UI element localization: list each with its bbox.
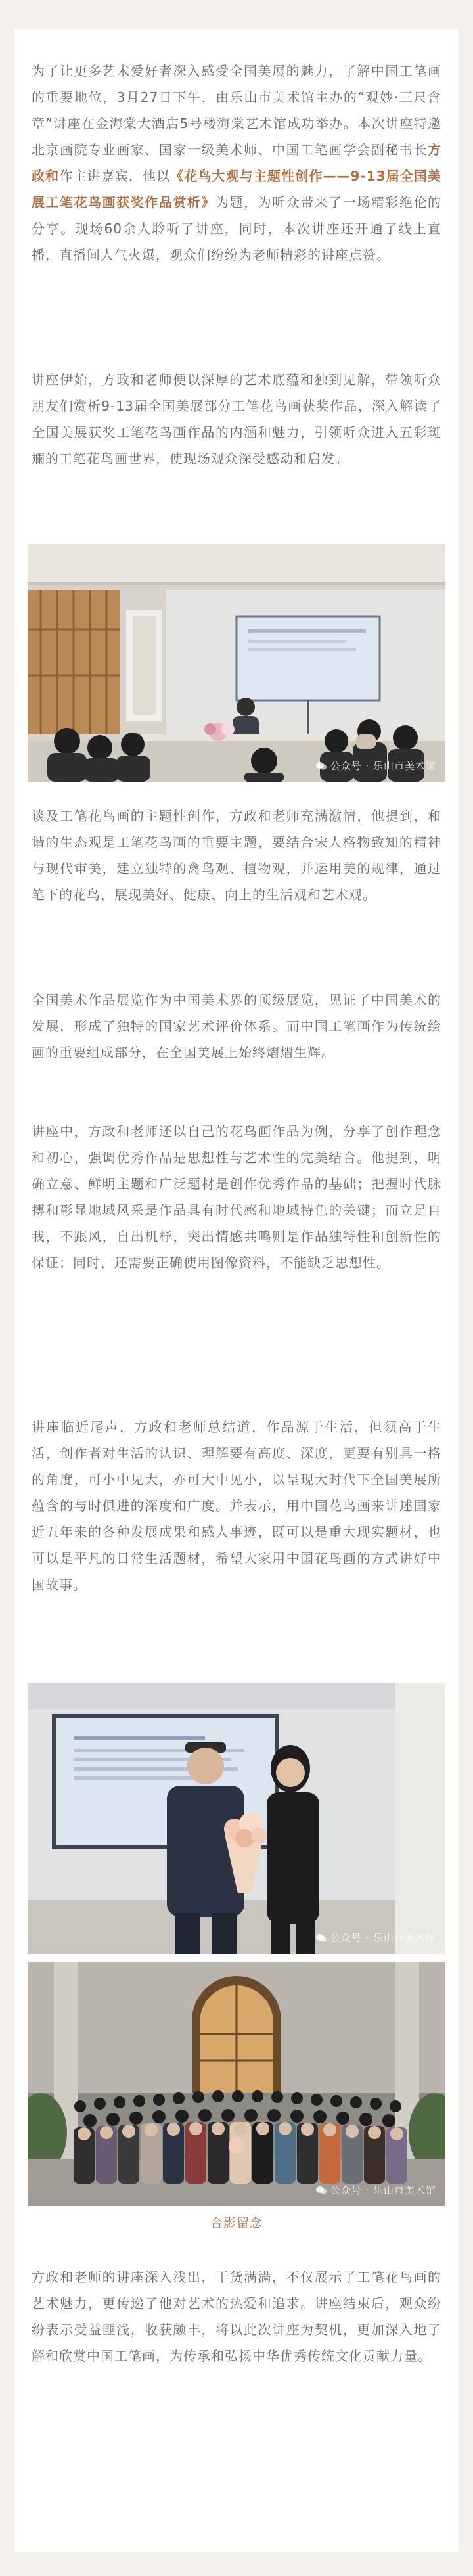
lecture-hall-image [28,544,445,782]
article-card [14,29,459,2552]
photo-watermark [316,2183,436,2197]
group-photo-caption: 合影留念 [210,2216,263,2230]
lecture-photo [28,544,445,782]
photo-watermark [316,1931,436,1945]
paragraph-works: 讲座中，方政和老师还以自己的花鸟画作品为例，分享了创作理念和初心，强调优秀作品是思想性与艺术性的完美结合。他提到，明确立意、鲜明主题和广泛题材是创作优秀作品的基础；把握时代脉搏和彰显地域风采是作品具有时代感和地域特色的关键；而立足自我，不跟风，自出机杼，突出情感共鸣则是作品独特性和创新性的保证；同时，还需要正确使用图像资料，不能缺乏思想性。 [32,1123,441,1271]
bouquet-photo [28,1683,445,1954]
speaker-name: 方政和 [32,142,441,184]
wechat-icon [316,2186,327,2195]
speaker-bouquet-image [28,1683,445,1954]
paragraph-theme: 谈及工笔花鸟画的主题性创作，方政和老师充满激情，他提到，和谐的生态观是工笔花鸟画的重要主题，要结合宋人格物致知的精神与现代审美，建立独特的禽鸟观、植物观，并运用美的规律，通过笔下的花鸟，展现美好、健康、向上的生活观和艺术观。 [32,808,441,903]
group-photo [28,1962,445,2206]
paragraph-conclusion: 方政和老师的讲座深入浅出，干货满满，不仅展示了工笔花鸟画的艺术魅力，更传递了他对艺术的热爱和追求。讲座结束后，观众纷纷表示受益匪浅，收获颇丰，将以此次讲座为契机，更加深入地了解和欣赏中国工笔画，为传承和弘扬中华优秀传统文化贡献力量。 [32,2269,441,2364]
photo-watermark [316,759,436,773]
group-photo-image [28,1962,445,2206]
wechat-icon [316,1933,327,1943]
paragraph-closing-remarks: 讲座临近尾声，方政和老师总结道，作品源于生活，但须高于生活，创作者对生活的认识、理解要有高度、深度，更要有别具一格的角度，可小中见大，亦可大中见小，以呈现大时代下全国美展所蕴含的与时俱进的深度和广度。并表示，用中国花鸟画来讲述国家近五年来的各种发展成果和感人事迹，既可以是重大现实题材，也可以是平凡的日常生活题材，希望大家用中国花鸟画的方式讲好中国故事。 [32,1419,441,1593]
watermark-text: 公众号 · 乐山市美术馆 [330,1932,436,1944]
wechat-icon [316,761,327,771]
lecture-title: 《花鸟大观与主题性创作——9-13届全国美展工笔花鸟画获奖作品赏析》 [32,168,442,210]
paragraph-exhibition: 全国美术作品展览作为中国美术界的顶级展览，见证了中国美术的发展，形成了独特的国家艺术评价体系。而中国工笔画作为传统绘画的重要组成部分，在全国美展上始终熠熠生辉。 [32,992,441,1060]
watermark-text: 公众号 · 乐山市美术馆 [330,760,436,772]
watermark-text: 公众号 · 乐山市美术馆 [330,2184,436,2196]
paragraph-opening: 讲座伊始，方政和老师便以深厚的艺术底蕴和独到见解，带领听众朋友们赏析9-13届全国美展部分工笔花鸟画获奖作品，深入解读了全国美展获奖工笔花鸟画作品的内涵和魅力，引领听众进入五彩斑斓的工笔花鸟画世界，使现场观众深受感动和启发。 [32,372,441,466]
paragraph-intro: 为了让更多艺术爱好者深入感受全国美展的魅力，了解中国工笔画的重要地位，3月27日下午，由乐山市美术馆主办的“观妙·三尺含章”讲座在金海棠大酒店5号楼海棠艺术馆成功举办。本次讲座特邀北京画院专业画家、国家一级美术师、中国工笔画学会副秘书长方政和作主讲嘉宾，他以《花鸟大观与主题性创作——9-13届全国美展工笔花鸟画获奖作品赏析》为题，为听众带来了一场精彩绝伦的分享。现场60余人聆听了讲座，同时，本次讲座还开通了线上直播，直播间人气火爆，观众们纷纷为老师精彩的讲座点赞。 [32,63,442,263]
